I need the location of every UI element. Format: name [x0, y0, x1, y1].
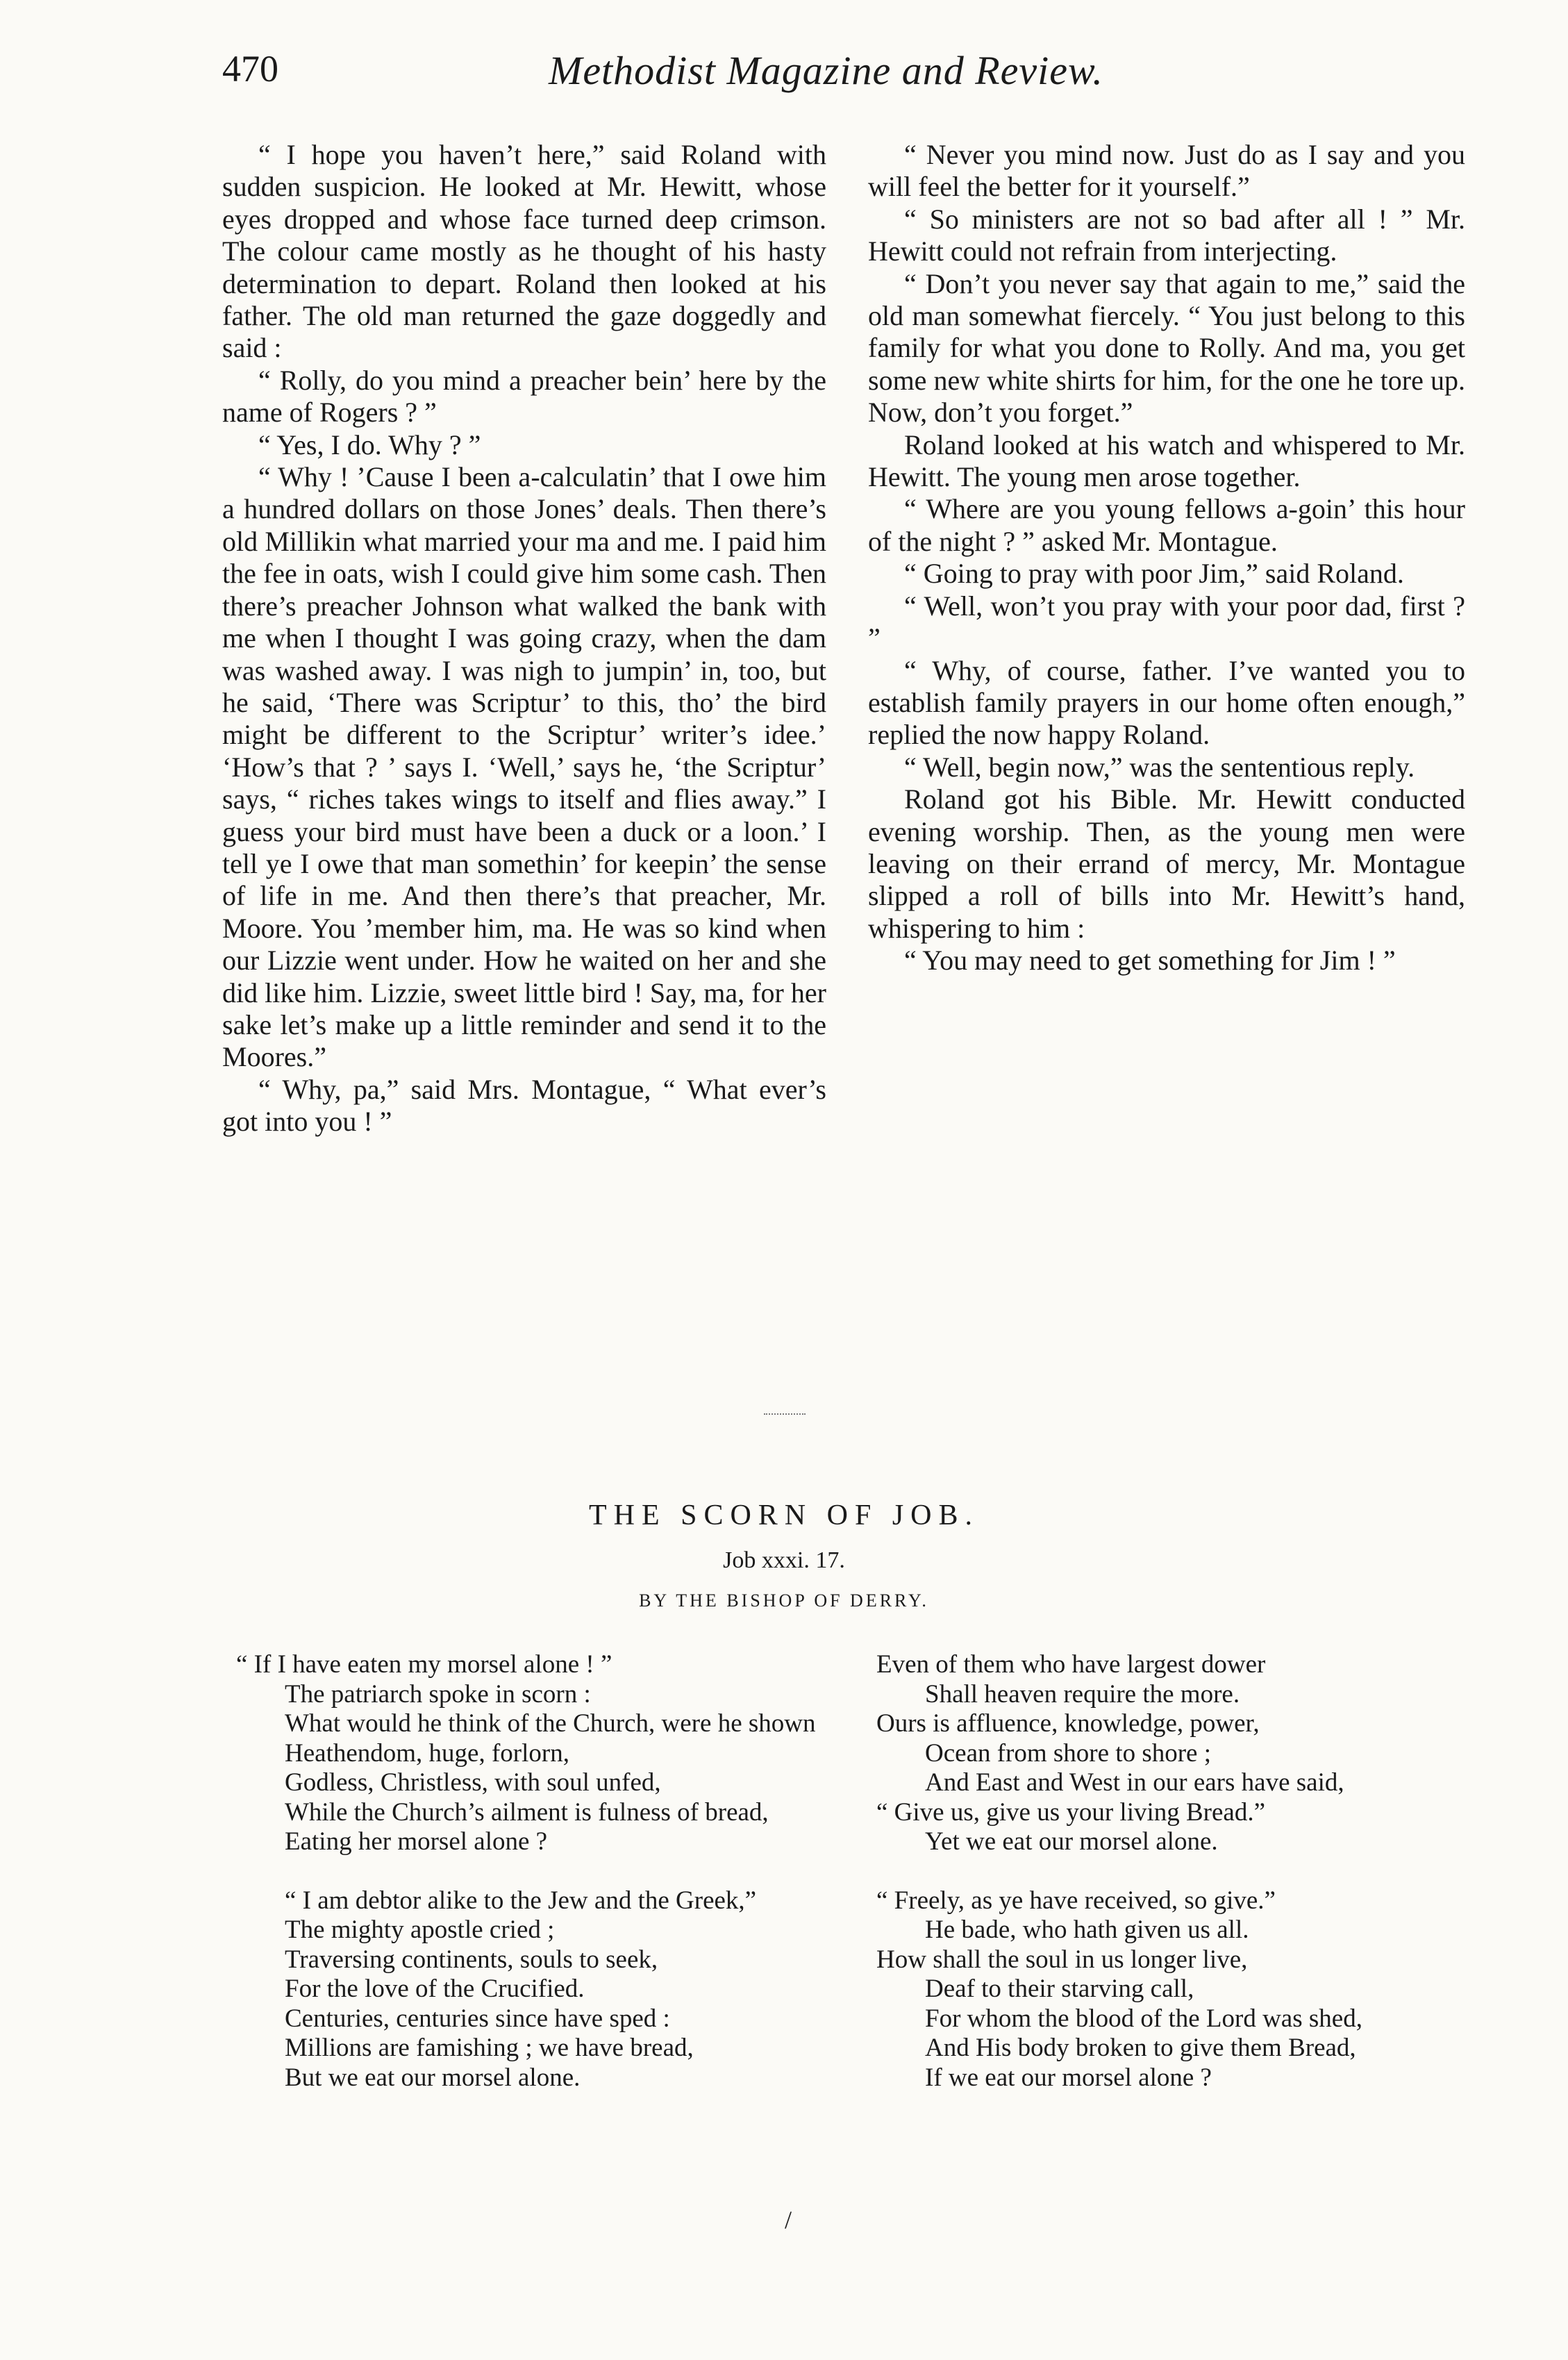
poem-line: “ If I have eaten my morsel alone ! ” [236, 1650, 612, 1679]
poem-stanza [236, 1650, 833, 1857]
poem-line: Even of them who have largest dower [876, 1650, 1266, 1679]
poem-column-left [236, 1650, 833, 2122]
poem-line: For the love of the Crucified. [285, 1975, 585, 2003]
poem-line: And His body broken to give them Bread, [925, 2034, 1356, 2062]
poem-line: Traversing continents, souls to seek, [285, 1945, 658, 1974]
poem-line: He bade, who hath given us all. [925, 1916, 1249, 1944]
poem-line: Ocean from shore to shore ; [925, 1738, 1212, 1768]
poem-stanza [876, 1650, 1474, 1857]
printer-mark: / [785, 2206, 792, 2234]
poem-line: While the Church’s ailment is fulness of bread, [285, 1797, 769, 1827]
paragraph: “ I hope you haven’t here,” said Roland with sudden suspicion. He looked at Mr. Hewitt, whose eyes dropped and whose face turned deep crimson. The colour came mostly as he thought of his hasty determination to depart. Roland then looked at his father. The old man returned the gaze doggedly and said : [222, 139, 826, 364]
paragraph: “ So ministers are not so bad after all ! ” Mr. Hewitt could not refrain from interjecting. [868, 203, 1465, 267]
poem-line: How shall the soul in us longer live, [876, 1945, 1248, 1974]
page-header [222, 47, 1451, 110]
paragraph: “ Going to pray with poor Jim,” said Roland. [904, 558, 1404, 590]
section-divider [764, 1413, 806, 1415]
article-column-right [868, 139, 1465, 977]
paragraph: “ Why ! ’Cause I been a-calculatin’ that I owe him a hundred dollars on those Jones’ deals. Then there’s old Millikin what married your ma and me. I paid him the fee in oats, wish I could give him some cash. Then there’s preacher Johnson what walked the bank with me when I thought I was going crazy, when the dam was washed away. I was nigh to jumpin’ in, too, but he said, ‘There was Scriptur’ to this, tho’ the bird might be different to the Scriptur’ writer’s idee.’ ‘How’s that ? ’ says I. ‘Well,’ says he, ‘the Scriptur’ says, “ riches takes wings to itself and flies away.” I guess your bird must have been a duck or a loon.’ I tell ye I owe that man somethin’ for keepin’ the sense of life in me. And then there’s that preacher, Mr. Moore. You ’member him, ma. He was so kind when our Lizzie went under. How he waited on her and she did like him. Lizzie, sweet little bird ! Say, ma, for her sake let’s make up a little reminder and send it to the Moores.” [222, 461, 826, 1073]
paragraph: “ You may need to get something for Jim ! ” [904, 945, 1396, 977]
article-column-left [222, 139, 826, 1138]
poem-line: Yet we eat our morsel alone. [925, 1827, 1218, 1856]
paragraph: “ Well, won’t you pray with your poor dad, first ? ” [868, 590, 1465, 654]
poem-stanza [236, 1886, 833, 2093]
paragraph: “ Yes, I do. Why ? ” [258, 429, 481, 460]
poem-line: “ Freely, as ye have received, so give.” [876, 1886, 1276, 1915]
poem-line: What would he think of the Church, were he shown [285, 1709, 816, 1738]
poem-line: The patriarch spoke in scorn : [285, 1679, 591, 1709]
poem-line: And East and West in our ears have said, [925, 1768, 1344, 1797]
poem-line: For whom the blood of the Lord was shed, [925, 2004, 1362, 2033]
poem-reference: Job xxxi. 17. [723, 1547, 845, 1573]
paragraph: “ Where are you young fellows a-goin’ this hour of the night ? ” asked Mr. Montague. [868, 493, 1465, 557]
poem-line: “ Give us, give us your living Bread.” [876, 1797, 1266, 1827]
poem-line: But we eat our morsel alone. [285, 2063, 581, 2092]
paragraph: “ Rolly, do you mind a preacher bein’ here by the name of Rogers ? ” [222, 364, 826, 429]
poem-line: If we eat our morsel alone ? [925, 2063, 1212, 2092]
page-number: 470 [222, 48, 278, 90]
poem-line: Heathendom, huge, forlorn, [285, 1738, 569, 1768]
paragraph: “ Why, pa,” said Mrs. Montague, “ What ever’s got into you ! ” [222, 1073, 826, 1138]
poem-line: “ I am debtor alike to the Jew and the Greek,” [285, 1886, 757, 1915]
poem-line: The mighty apostle cried ; [285, 1916, 555, 1944]
paragraph: Roland got his Bible. Mr. Hewitt conducted evening worship. Then, as the young men were leaving on their errand of mercy, Mr. Montague slipped a roll of bills into Mr. Hewitt’s hand, whispering to him : [868, 783, 1465, 944]
poem-line: Ours is affluence, knowledge, power, [876, 1709, 1260, 1738]
poem-line: Eating her morsel alone ? [285, 1827, 548, 1856]
poem-line: Millions are famishing ; we have bread, [285, 2034, 694, 2062]
paragraph: “ Don’t you never say that again to me,” said the old man somewhat fiercely. “ You just belong to this family for what you done to Rolly. And ma, you get some new white shirts for him, for the one he tore up. Now, don’t you forget.” [868, 267, 1465, 429]
poem-line: Centuries, centuries since have sped : [285, 2004, 670, 2033]
poem-title: THE SCORN OF JOB. [588, 1499, 980, 1531]
poem-column-right [876, 1650, 1474, 2122]
paragraph: Roland looked at his watch and whispered to Mr. Hewitt. The young men arose together. [868, 429, 1465, 493]
running-title: Methodist Magazine and Review. [549, 48, 1103, 93]
poem-line: Shall heaven require the more. [925, 1679, 1240, 1709]
poem-stanza [876, 1886, 1474, 2093]
poem-line: Godless, Christless, with soul unfed, [285, 1768, 661, 1797]
poem-line: Deaf to their starving call, [925, 1975, 1194, 2003]
paragraph: “ Well, begin now,” was the sententious reply. [904, 751, 1415, 783]
paragraph: “ Why, of course, father. I’ve wanted you to establish family prayers in our home often enough,” replied the now happy Roland. [868, 654, 1465, 751]
paragraph: “ Never you mind now. Just do as I say and you will feel the better for it yourself.” [868, 139, 1465, 203]
poem-byline: BY THE BISHOP OF DERRY. [639, 1590, 929, 1611]
